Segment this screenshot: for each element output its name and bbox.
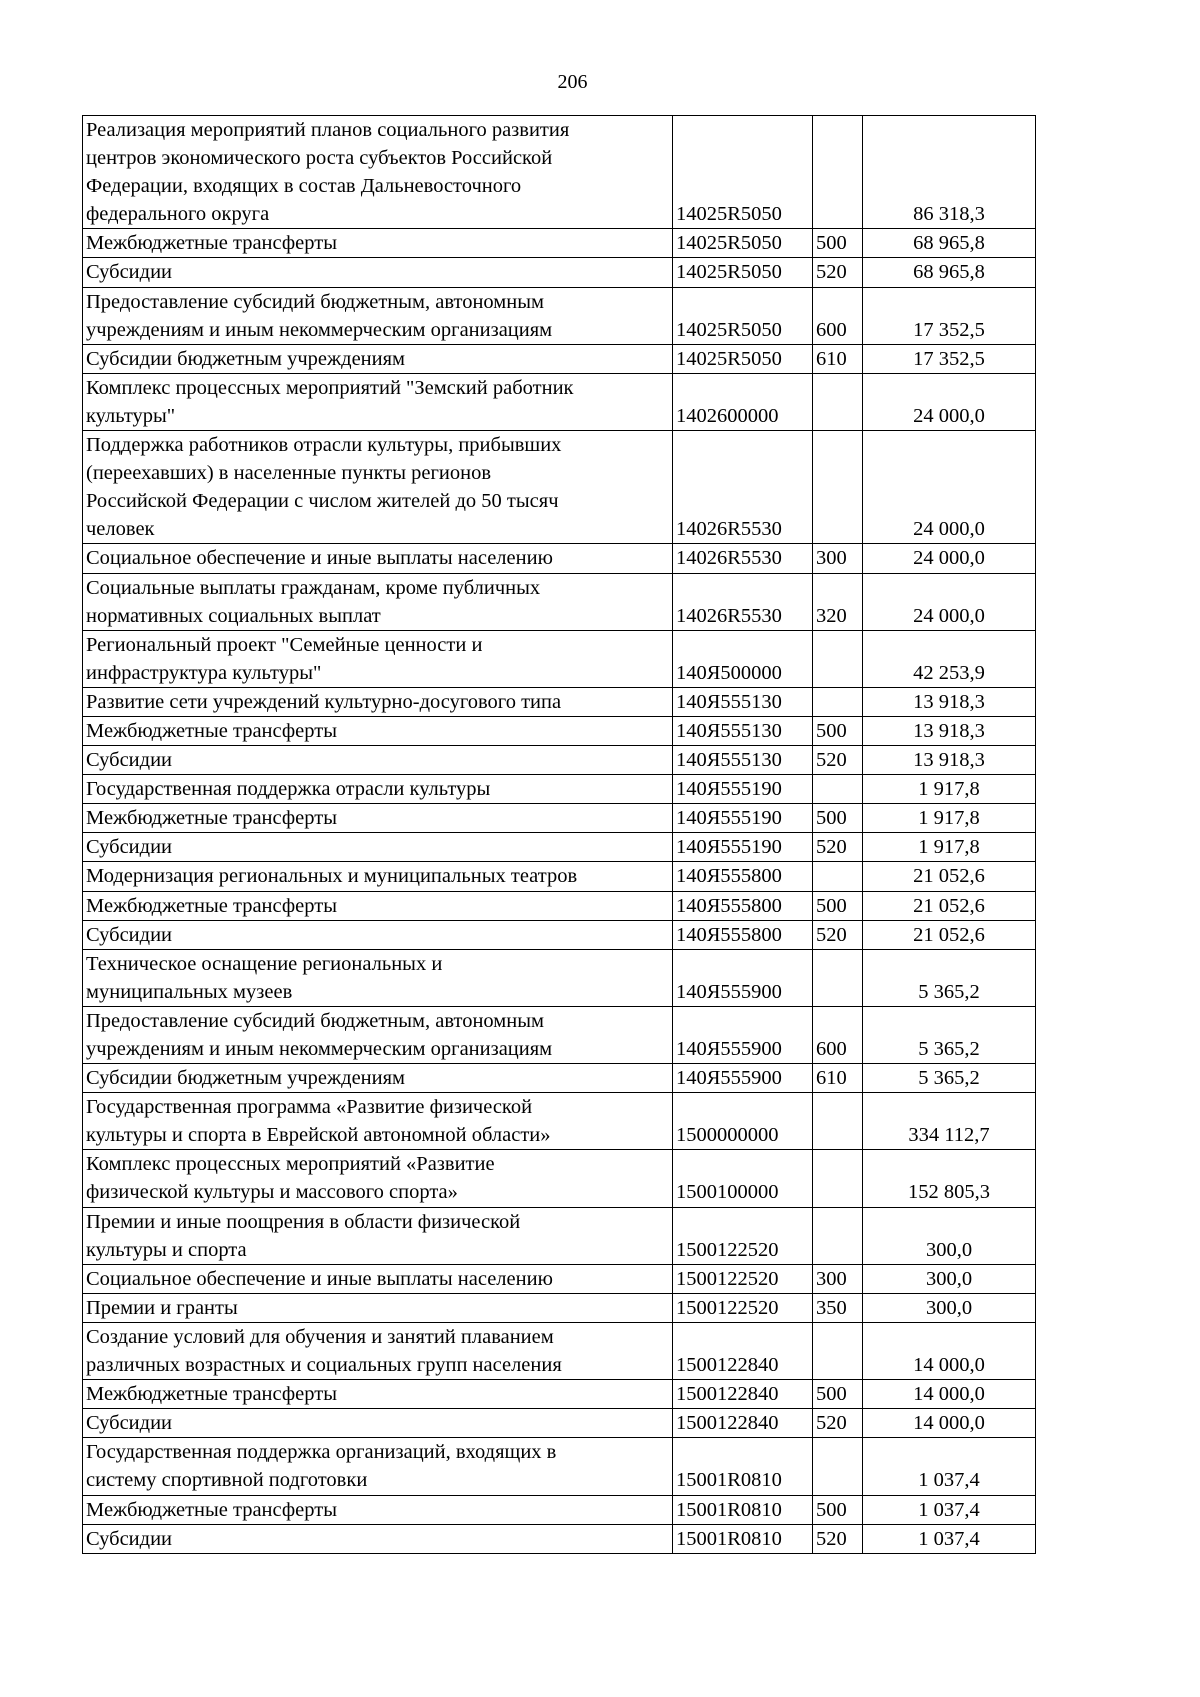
row-type: 610 xyxy=(813,1064,863,1093)
row-name: Предоставление субсидий бюджетным, автономным учреждениям и иным некоммерческим организациям xyxy=(83,1006,673,1063)
row-sum: 24 000,0 xyxy=(863,544,1036,573)
row-code: 140Я555190 xyxy=(673,833,813,862)
row-type: 600 xyxy=(813,1006,863,1063)
row-name: Социальные выплаты гражданам, кроме публичных нормативных социальных выплат xyxy=(83,573,673,630)
row-type: 320 xyxy=(813,573,863,630)
row-name: Субсидии xyxy=(83,833,673,862)
row-name: Премии и иные поощрения в области физической культуры и спорта xyxy=(83,1207,673,1264)
row-name: Техническое оснащение региональных и муниципальных музеев xyxy=(83,949,673,1006)
table-row xyxy=(83,1293,1036,1322)
row-name: Премии и гранты xyxy=(83,1293,673,1322)
table-row xyxy=(83,804,1036,833)
row-sum: 300,0 xyxy=(863,1207,1036,1264)
row-type: 520 xyxy=(813,746,863,775)
row-type: 520 xyxy=(813,1409,863,1438)
row-name: Развитие сети учреждений культурно-досугового типа xyxy=(83,687,673,716)
row-code: 1500122840 xyxy=(673,1380,813,1409)
row-sum: 1 037,4 xyxy=(863,1495,1036,1524)
table-row xyxy=(83,116,1036,229)
table-row xyxy=(83,1409,1036,1438)
row-sum: 21 052,6 xyxy=(863,862,1036,891)
table-row xyxy=(83,229,1036,258)
table-row xyxy=(83,1093,1036,1150)
page-number: 206 xyxy=(557,71,588,93)
row-type xyxy=(813,949,863,1006)
row-sum: 14 000,0 xyxy=(863,1409,1036,1438)
row-type xyxy=(813,1438,863,1495)
row-code: 14025R5050 xyxy=(673,344,813,373)
row-code: 1500122840 xyxy=(673,1322,813,1379)
row-code: 140Я500000 xyxy=(673,630,813,687)
row-type xyxy=(813,1207,863,1264)
row-code: 1500122840 xyxy=(673,1409,813,1438)
table-row xyxy=(83,1064,1036,1093)
row-code: 140Я555800 xyxy=(673,862,813,891)
row-code: 1500000000 xyxy=(673,1093,813,1150)
row-type: 350 xyxy=(813,1293,863,1322)
row-code: 15001R0810 xyxy=(673,1524,813,1553)
row-code: 140Я555130 xyxy=(673,746,813,775)
row-code: 1500100000 xyxy=(673,1150,813,1207)
row-code: 140Я555130 xyxy=(673,716,813,745)
row-name: Поддержка работников отрасли культуры, прибывших (переехавших) в населенные пункты регионов Российской Федерации с числом жителей до 50 тысяч человек xyxy=(83,431,673,544)
table-row xyxy=(83,573,1036,630)
row-code: 15001R0810 xyxy=(673,1438,813,1495)
row-name: Межбюджетные трансферты xyxy=(83,229,673,258)
row-sum: 5 365,2 xyxy=(863,1006,1036,1063)
row-sum: 24 000,0 xyxy=(863,431,1036,544)
row-type: 520 xyxy=(813,1524,863,1553)
row-code: 1402600000 xyxy=(673,373,813,430)
row-sum: 86 318,3 xyxy=(863,116,1036,229)
table-row xyxy=(83,949,1036,1006)
row-name: Региональный проект "Семейные ценности и инфраструктура культуры" xyxy=(83,630,673,687)
row-name: Субсидии xyxy=(83,746,673,775)
table-row xyxy=(83,1207,1036,1264)
row-code: 140Я555800 xyxy=(673,891,813,920)
row-name: Предоставление субсидий бюджетным, автономным учреждениям и иным некоммерческим организациям xyxy=(83,287,673,344)
table-row xyxy=(83,1380,1036,1409)
table-row xyxy=(83,862,1036,891)
row-code: 1500122520 xyxy=(673,1293,813,1322)
row-sum: 21 052,6 xyxy=(863,891,1036,920)
row-sum: 13 918,3 xyxy=(863,716,1036,745)
row-name: Межбюджетные трансферты xyxy=(83,716,673,745)
row-code: 14025R5050 xyxy=(673,229,813,258)
row-sum: 1 917,8 xyxy=(863,804,1036,833)
row-type: 300 xyxy=(813,1264,863,1293)
row-sum: 24 000,0 xyxy=(863,373,1036,430)
table-row xyxy=(83,431,1036,544)
row-type: 500 xyxy=(813,891,863,920)
row-sum: 21 052,6 xyxy=(863,920,1036,949)
row-sum: 334 112,7 xyxy=(863,1093,1036,1150)
row-type xyxy=(813,630,863,687)
row-code: 14026R5530 xyxy=(673,573,813,630)
row-code: 140Я555130 xyxy=(673,687,813,716)
row-name: Создание условий для обучения и занятий плаванием различных возрастных и социальных групп населения xyxy=(83,1322,673,1379)
row-sum: 17 352,5 xyxy=(863,344,1036,373)
row-type: 520 xyxy=(813,258,863,287)
row-sum: 13 918,3 xyxy=(863,687,1036,716)
row-sum: 152 805,3 xyxy=(863,1150,1036,1207)
row-sum: 5 365,2 xyxy=(863,1064,1036,1093)
row-name: Комплекс процессных мероприятий «Развитие физической культуры и массового спорта» xyxy=(83,1150,673,1207)
row-sum: 14 000,0 xyxy=(863,1380,1036,1409)
row-name: Межбюджетные трансферты xyxy=(83,1495,673,1524)
row-type xyxy=(813,431,863,544)
row-sum: 24 000,0 xyxy=(863,573,1036,630)
row-code: 140Я555800 xyxy=(673,920,813,949)
row-name: Комплекс процессных мероприятий "Земский работник культуры" xyxy=(83,373,673,430)
row-type xyxy=(813,373,863,430)
row-type: 300 xyxy=(813,544,863,573)
budget-table xyxy=(82,115,1036,1554)
row-type xyxy=(813,1322,863,1379)
row-code: 140Я555900 xyxy=(673,949,813,1006)
row-sum: 1 037,4 xyxy=(863,1524,1036,1553)
row-code: 140Я555190 xyxy=(673,775,813,804)
row-sum: 1 037,4 xyxy=(863,1438,1036,1495)
table-row xyxy=(83,687,1036,716)
row-code: 14025R5050 xyxy=(673,287,813,344)
row-name: Реализация мероприятий планов социального развития центров экономического роста субъектов Российской Федерации, входящих в состав Дальневосточного федерального округа xyxy=(83,116,673,229)
row-sum: 1 917,8 xyxy=(863,775,1036,804)
row-type: 500 xyxy=(813,229,863,258)
row-name: Субсидии бюджетным учреждениям xyxy=(83,1064,673,1093)
table-row xyxy=(83,373,1036,430)
row-code: 140Я555900 xyxy=(673,1006,813,1063)
table-row xyxy=(83,891,1036,920)
row-type: 500 xyxy=(813,804,863,833)
row-code: 15001R0810 xyxy=(673,1495,813,1524)
table-row xyxy=(83,833,1036,862)
row-code: 1500122520 xyxy=(673,1264,813,1293)
row-name: Субсидии xyxy=(83,1524,673,1553)
row-name: Субсидии бюджетным учреждениям xyxy=(83,344,673,373)
row-code: 14026R5530 xyxy=(673,431,813,544)
row-type: 520 xyxy=(813,833,863,862)
row-name: Субсидии xyxy=(83,258,673,287)
row-name: Государственная поддержка отрасли культуры xyxy=(83,775,673,804)
row-sum: 300,0 xyxy=(863,1293,1036,1322)
table-row xyxy=(83,775,1036,804)
table-row xyxy=(83,544,1036,573)
row-sum: 300,0 xyxy=(863,1264,1036,1293)
row-name: Межбюджетные трансферты xyxy=(83,891,673,920)
row-type: 520 xyxy=(813,920,863,949)
table-row xyxy=(83,344,1036,373)
row-type: 610 xyxy=(813,344,863,373)
table-row xyxy=(83,1438,1036,1495)
table-row xyxy=(83,1150,1036,1207)
row-name: Модернизация региональных и муниципальных театров xyxy=(83,862,673,891)
row-code: 14026R5530 xyxy=(673,544,813,573)
row-type xyxy=(813,1150,863,1207)
row-name: Межбюджетные трансферты xyxy=(83,804,673,833)
row-sum: 68 965,8 xyxy=(863,229,1036,258)
row-type xyxy=(813,116,863,229)
table-row xyxy=(83,287,1036,344)
table-row xyxy=(83,630,1036,687)
row-name: Социальное обеспечение и иные выплаты населению xyxy=(83,544,673,573)
row-name: Субсидии xyxy=(83,920,673,949)
table-row xyxy=(83,920,1036,949)
row-name: Субсидии xyxy=(83,1409,673,1438)
row-sum: 1 917,8 xyxy=(863,833,1036,862)
table-row xyxy=(83,1322,1036,1379)
row-type: 500 xyxy=(813,1495,863,1524)
row-type xyxy=(813,1093,863,1150)
row-name: Государственная поддержка организаций, входящих в систему спортивной подготовки xyxy=(83,1438,673,1495)
row-type xyxy=(813,862,863,891)
row-type xyxy=(813,775,863,804)
row-type: 500 xyxy=(813,1380,863,1409)
row-code: 140Я555190 xyxy=(673,804,813,833)
table-row xyxy=(83,1006,1036,1063)
row-type: 500 xyxy=(813,716,863,745)
row-code: 14025R5050 xyxy=(673,116,813,229)
row-sum: 17 352,5 xyxy=(863,287,1036,344)
row-name: Государственная программа «Развитие физической культуры и спорта в Еврейской автономной области» xyxy=(83,1093,673,1150)
row-sum: 14 000,0 xyxy=(863,1322,1036,1379)
row-name: Социальное обеспечение и иные выплаты населению xyxy=(83,1264,673,1293)
row-code: 140Я555900 xyxy=(673,1064,813,1093)
row-code: 1500122520 xyxy=(673,1207,813,1264)
row-sum: 13 918,3 xyxy=(863,746,1036,775)
row-sum: 68 965,8 xyxy=(863,258,1036,287)
table-row xyxy=(83,1495,1036,1524)
row-type xyxy=(813,687,863,716)
row-sum: 42 253,9 xyxy=(863,630,1036,687)
row-sum: 5 365,2 xyxy=(863,949,1036,1006)
table-row xyxy=(83,746,1036,775)
table-row xyxy=(83,1524,1036,1553)
row-type: 600 xyxy=(813,287,863,344)
table-row xyxy=(83,716,1036,745)
table-row xyxy=(83,258,1036,287)
row-code: 14025R5050 xyxy=(673,258,813,287)
row-name: Межбюджетные трансферты xyxy=(83,1380,673,1409)
table-row xyxy=(83,1264,1036,1293)
